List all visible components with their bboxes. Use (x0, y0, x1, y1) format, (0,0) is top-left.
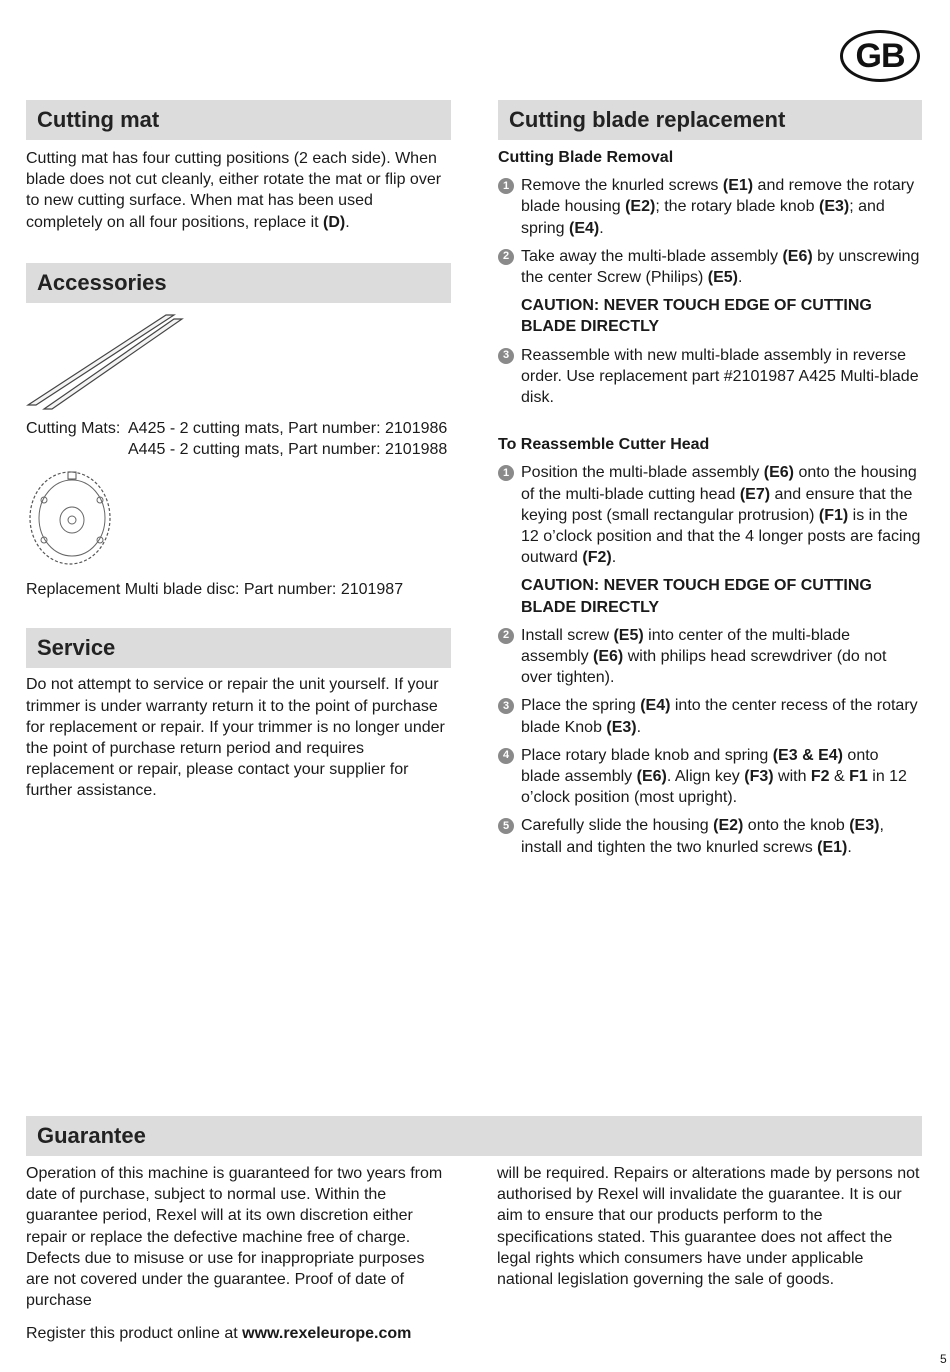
step-number-badge: 1 (498, 178, 514, 194)
reassemble-step (498, 815, 922, 857)
register-line: Register this product online at www.rexeleurope.com (26, 1325, 412, 1343)
step-text: Remove the knurled screws (E1) and remove the rotary blade housing (E2); the rotary blade knob (E3); and spring (E4). (521, 177, 915, 237)
cutting-mats-line-2 (26, 439, 451, 460)
removal-heading: Cutting Blade Removal (498, 149, 674, 166)
step-number-badge: 3 (498, 348, 514, 364)
multi-blade-disc-illustration (26, 468, 146, 568)
reassemble-heading: To Reassemble Cutter Head (498, 436, 710, 454)
left-column (26, 100, 451, 802)
cutting-mat-section (26, 100, 451, 233)
reassemble-step (498, 625, 922, 689)
service-section (26, 628, 451, 801)
page-number: 5 (940, 1352, 947, 1366)
cutting-mats-label: Cutting Mats: (26, 419, 121, 437)
step-number-badge: 4 (498, 748, 514, 764)
step-text: Carefully slide the housing (E2) onto the knob (E3), install and tighten the two knurled screws (E1). (521, 817, 884, 856)
register-url-link[interactable]: www.rexeleurope.com (242, 1325, 412, 1343)
guarantee-text-left: Operation of this machine is guaranteed for two years from date of purchase, subject to normal use. Within the guarantee period, Rexel will at its own discretion either repair or replace the defective machine free of charge. Defects due to misuse or use for inappropriate purposes are not covered under the guarantee. Proof of date of purchase Register this product online at www.rexeleurope.com (26, 1163, 451, 1345)
step-text: Place rotary blade knob and spring (E3 & E4) onto blade assembly (E6). Align key (F3) with F2 & F1 in 12 o’clock position (most upright). (521, 746, 907, 807)
step-number-badge: 2 (498, 628, 514, 644)
accessories-heading: Accessories (26, 263, 451, 303)
removal-step (498, 175, 922, 239)
reassemble-step (498, 695, 922, 737)
cutting-mats-illustration (26, 313, 451, 413)
step-text: Install screw (E5) into center of the multi-blade assembly (E6) with philips head screwdriver (do not over tighten). (521, 626, 887, 687)
step-text: Reassemble with new multi-blade assembly in reverse order. Use replacement part #2101987 A425 Multi-blade disk. (521, 346, 919, 407)
removal-step (498, 246, 922, 288)
step-text: Take away the multi-blade assembly (E6) by unscrewing the center Screw (Philips) (E5). (521, 247, 920, 287)
step-number-badge: 1 (498, 465, 514, 481)
cutting-mats-part-a425: A425 - 2 cutting mats, Part number: 2101986 (128, 419, 448, 437)
cutting-mat-text: Cutting mat has four cutting positions (2 each side). When blade does not cut cleanly, either rotate the mat or flip over to new cutting surface. When mat has been used completely on all four positions, replace it (D). (26, 150, 442, 231)
step-number-badge: 2 (498, 249, 514, 265)
blade-replacement-heading: Cutting blade replacement (498, 100, 922, 140)
step-number-badge: 3 (498, 698, 514, 714)
step-text: Position the multi-blade assembly (E6) onto the housing of the multi-blade cutting head (E7) and ensure that the keying post (small rectangular protrusion) (F1) is in the 12 o’clock position and that the 4 longer posts are facing outward (F2). (521, 464, 921, 567)
cutting-mat-heading: Cutting mat (26, 100, 451, 140)
removal-step (498, 345, 922, 409)
country-badge: GB (840, 30, 920, 82)
accessories-section (26, 263, 451, 601)
disc-part-line: Replacement Multi blade disc: Part number: 2101987 (26, 581, 404, 599)
cutting-mats-line-1 (26, 418, 451, 439)
reassemble-step (498, 745, 922, 809)
service-text: Do not attempt to service or repair the unit yourself. If your trimmer is under warranty return it to the point of purchase for replacement or repair. If your trimmer is no longer under the point of purchase return period and requires replacement or repair, please contact your supplier for further assistance. (26, 676, 445, 800)
step-text: Place the spring (E4) into the center recess of the rotary blade Knob (E3). (521, 697, 918, 736)
caution-warning: CAUTION: NEVER TOUCH EDGE OF CUTTING BLADE DIRECTLY (521, 297, 872, 336)
cutting-mats-part-a445: A445 - 2 cutting mats, Part number: 2101988 (128, 441, 448, 459)
caution-warning: CAUTION: NEVER TOUCH EDGE OF CUTTING BLADE DIRECTLY (521, 577, 872, 616)
step-number-badge: 5 (498, 818, 514, 834)
guarantee-heading: Guarantee (26, 1116, 922, 1156)
guarantee-section (26, 1116, 922, 1345)
guarantee-columns (26, 1163, 922, 1345)
service-heading: Service (26, 628, 451, 668)
right-column (498, 100, 922, 858)
reassemble-step (498, 462, 922, 568)
guarantee-text-right: will be required. Repairs or alterations made by persons not authorised by Rexel will invalidate the guarantee. It is our aim to ensure that our products perform to the specifications stated. This guarantee does not affect the legal rights which consumers have under applicable national legislation governing the sale of goods. (497, 1165, 920, 1289)
